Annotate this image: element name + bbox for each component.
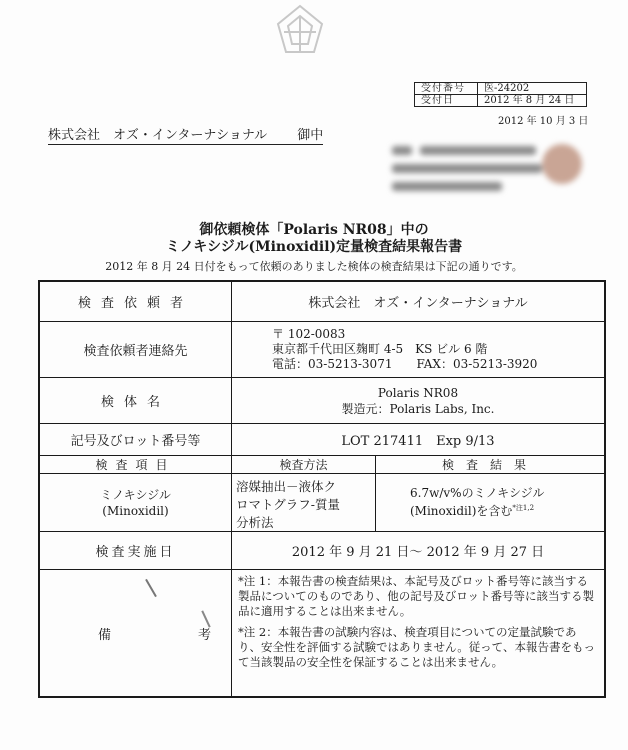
method-line1: 溶媒抽出－液体ク	[236, 479, 337, 494]
report-title-line2: ミノキシジル(Minoxidil)定量検査結果報告書	[165, 239, 463, 255]
remarks-note2: *注 2：本報告書の試験内容は、検査項目についての定量試験であり、安全性を評価する試験ではありません。従って、本報告書をもって当該製品の安全性を保証することは出来ません。	[238, 625, 595, 669]
row-specimen	[40, 378, 604, 424]
lot-value: LOT 217411 Exp 9/13	[341, 434, 495, 449]
result-note-ref: *注1,2	[512, 504, 535, 512]
contact-value	[232, 322, 604, 377]
header-item: 検査項目	[40, 456, 232, 473]
row-test-date	[40, 532, 604, 570]
addressee-honorific: 御中	[297, 128, 324, 143]
reception-number-label: 受付番号	[415, 83, 478, 95]
reception-number-value: 医-24202	[478, 83, 587, 95]
row-remarks	[40, 570, 604, 698]
test-date-value: 2012 年 9 月 21 日～ 2012 年 9 月 27 日	[291, 545, 545, 560]
remarks-label-1: 備	[98, 627, 112, 643]
method-line2: ロマトグラフ-質量	[236, 497, 340, 512]
row-contact	[40, 322, 604, 378]
specimen-label: 検体名	[40, 378, 232, 423]
specimen-value	[232, 378, 604, 423]
remarks-note1: *注 1：本報告書の検査結果は、本記号及びロット番号等に該当する製品についてのものであり、他の記号及びロット番号等に該当する製品に適用することは出来ません。	[238, 574, 595, 618]
requester-label: 検査依頼者	[40, 282, 232, 321]
reception-date-value: 2012 年 8 月 24 日	[478, 95, 587, 107]
addressee-company: 株式会社 オズ・インターナショナル	[48, 128, 268, 143]
method-cell	[232, 474, 376, 531]
header-result: 検査結果	[441, 458, 538, 472]
contact-postal: 〒 102-0083	[272, 327, 346, 341]
result-line1: 6.7w/v%のミノキシジル	[410, 486, 545, 500]
addressee	[48, 124, 323, 145]
requester-value: 株式会社 オズ・インターナショナル	[308, 296, 528, 311]
results-table	[38, 280, 606, 698]
issuer-block-redacted	[392, 140, 612, 198]
item-cell	[40, 474, 232, 531]
lot-label: 記号及びロット番号等	[40, 424, 232, 455]
item-name-en: (Minoxidil)	[102, 503, 169, 518]
test-date-label: 検査実施日	[40, 532, 232, 569]
item-name: ミノキシジル	[100, 487, 171, 502]
header-method: 検査方法	[232, 456, 376, 473]
row-test-item	[40, 474, 604, 532]
seal-emblem-icon	[272, 2, 328, 62]
specimen-name: Polaris NR08	[377, 385, 459, 400]
issue-date: 2012 年 10 月 3 日	[498, 116, 589, 127]
remarks-notes	[232, 570, 604, 696]
reception-box	[414, 82, 587, 107]
intro-text: 2012 年 8 月 24 日付をもって依頼のありました検体の検査結果は下記の通りです。	[105, 260, 523, 273]
result-cell	[376, 474, 604, 531]
company-seal-icon	[542, 144, 582, 184]
result-line2: (Minoxidil)を含む	[410, 504, 513, 518]
row-lot	[40, 424, 604, 456]
report-title-line1: 御依頼検体「Polaris NR08」中の	[199, 222, 429, 238]
specimen-maker: 製造元：Polaris Labs, Inc.	[341, 401, 495, 416]
remarks-label	[40, 570, 232, 696]
method-line3: 分析法	[236, 515, 274, 530]
contact-address: 東京都千代田区麹町 4-5 KS ビル 6 階	[272, 342, 488, 356]
row-requester	[40, 282, 604, 322]
reception-date-label: 受付日	[415, 95, 478, 107]
contact-label: 検査依頼者連絡先	[40, 322, 232, 377]
row-test-headers	[40, 456, 604, 474]
remarks-label-2: 考	[197, 627, 211, 643]
contact-phone: 電話：03-5213-3071 FAX：03-5213-3920	[272, 357, 538, 371]
